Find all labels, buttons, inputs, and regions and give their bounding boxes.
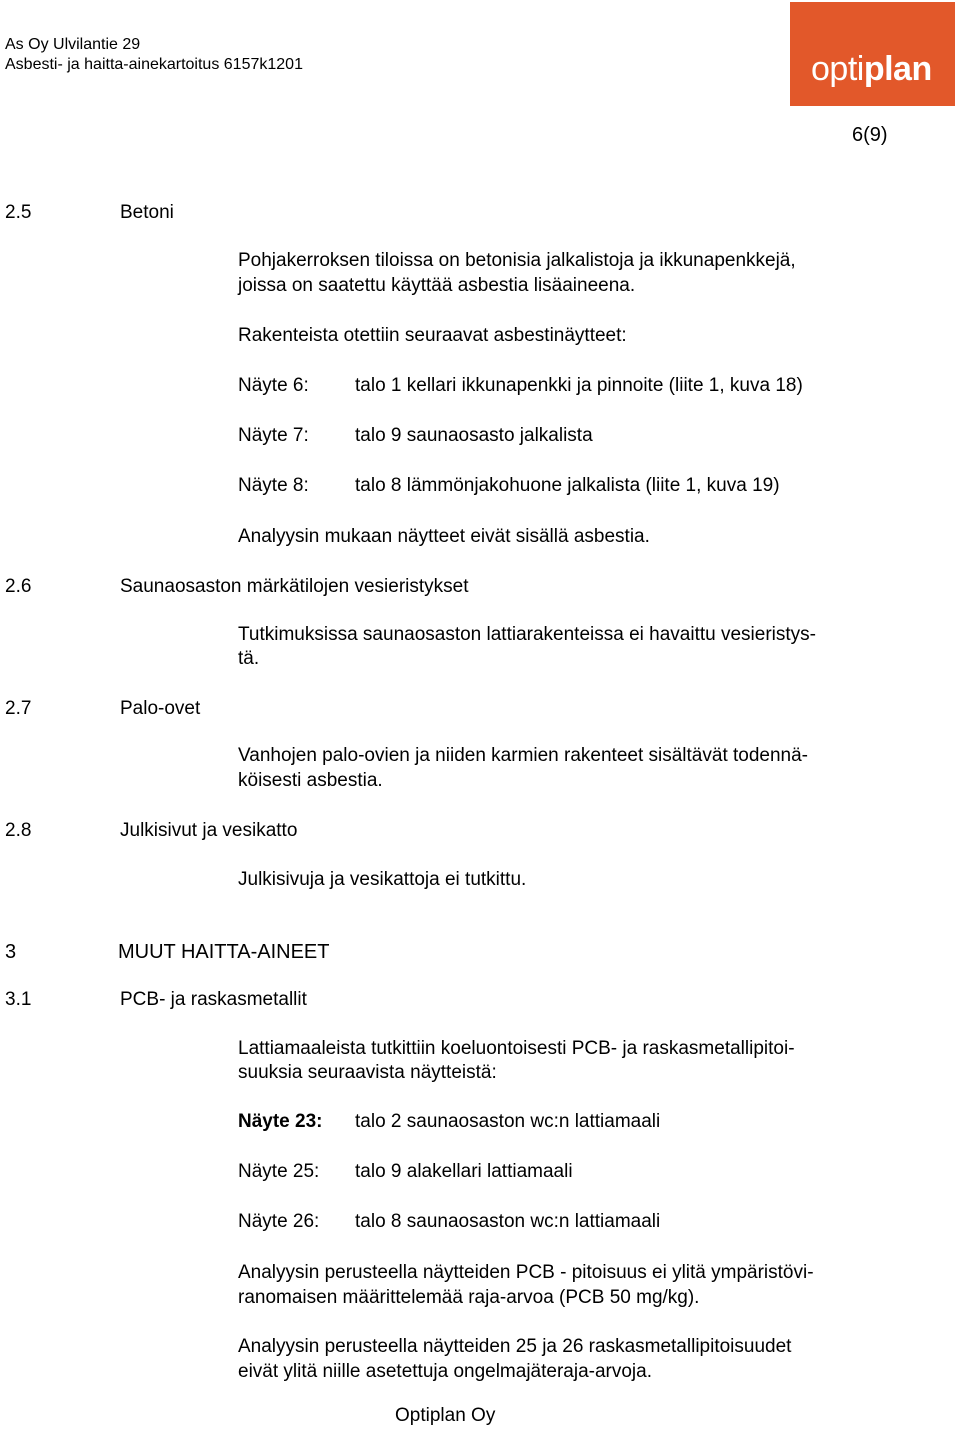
header-project-name: As Oy Ulvilantie 29 bbox=[5, 36, 141, 53]
section-2-5-number: 2.5 bbox=[5, 202, 32, 223]
logo-text-bold: plan bbox=[863, 50, 932, 88]
section-3-number: 3 bbox=[5, 941, 17, 963]
section-2-7-text-line2: köisesti asbestia. bbox=[238, 770, 383, 791]
section-2-6-number: 2.6 bbox=[5, 576, 32, 597]
sample-6-desc: talo 1 kellari ikkunapenkki ja pinnoite (liite 1, kuva 18) bbox=[355, 375, 803, 396]
sample-6-label: Näyte 6: bbox=[238, 375, 309, 396]
sample-26-desc: talo 8 saunaosaston wc:n lattiamaali bbox=[355, 1211, 661, 1232]
sample-26-label: Näyte 26: bbox=[238, 1211, 320, 1232]
page-number: 6(9) bbox=[852, 124, 888, 146]
sample-25-label: Näyte 25: bbox=[238, 1161, 320, 1182]
sample-8-desc: talo 8 lämmönjakohuone jalkalista (liite 1, kuva 19) bbox=[355, 475, 780, 496]
section-2-6-text-line1: Tutkimuksissa saunaosaston lattiarakenteissa ei havaittu vesieristys- bbox=[238, 624, 816, 645]
section-3-1-number: 3.1 bbox=[5, 989, 32, 1010]
sample-7-desc: talo 9 saunaosasto jalkalista bbox=[355, 425, 593, 446]
section-2-5-title: Betoni bbox=[120, 202, 174, 223]
section-3-1-intro-line2: suuksia seuraavista näytteistä: bbox=[238, 1062, 497, 1083]
section-2-6-text-line2: tä. bbox=[238, 648, 260, 669]
footer-company: Optiplan Oy bbox=[395, 1405, 496, 1426]
section-2-7-text-line1: Vanhojen palo-ovien ja niiden karmien rakenteet sisältävät todennä- bbox=[238, 745, 809, 766]
sample-8-label: Näyte 8: bbox=[238, 475, 309, 496]
logo-text-light: opti bbox=[811, 50, 864, 88]
section-3-1-title: PCB- ja raskasmetallit bbox=[120, 989, 307, 1010]
header-report-title: Asbesti- ja haitta-ainekartoitus 6157k1201 bbox=[5, 56, 303, 73]
section-2-8-text: Julkisivuja ja vesikattoja ei tutkittu. bbox=[238, 869, 527, 890]
optiplan-logo-text bbox=[811, 50, 932, 89]
section-3-1-intro-line1: Lattiamaaleista tutkittiin koeluontoisesti PCB- ja raskasmetallipitoi- bbox=[238, 1038, 795, 1059]
section-2-6-title: Saunaosaston märkätilojen vesieristykset bbox=[120, 576, 469, 597]
section-2-7-title: Palo-ovet bbox=[120, 698, 201, 719]
sample-7-label: Näyte 7: bbox=[238, 425, 309, 446]
section-3-1-result2-line2: eivät ylitä niille asetettuja ongelmajäteraja-arvoja. bbox=[238, 1361, 653, 1382]
section-3-title: MUUT HAITTA-AINEET bbox=[118, 941, 330, 963]
sample-23-desc: talo 2 saunaosaston wc:n lattiamaali bbox=[355, 1111, 661, 1132]
sample-23-label: Näyte 23: bbox=[238, 1111, 323, 1132]
section-2-5-para-line1: Pohjakerroksen tiloissa on betonisia jalkalistoja ja ikkunapenkkejä, bbox=[238, 250, 796, 271]
section-2-5-intro: Rakenteista otettiin seuraavat asbestinäytteet: bbox=[238, 325, 627, 346]
section-2-5-result: Analyysin mukaan näytteet eivät sisällä asbestia. bbox=[238, 526, 650, 547]
section-3-1-result2-line1: Analyysin perusteella näytteiden 25 ja 26 raskasmetallipitoisuudet bbox=[238, 1336, 792, 1357]
section-2-8-number: 2.8 bbox=[5, 820, 32, 841]
section-2-7-number: 2.7 bbox=[5, 698, 32, 719]
section-3-1-result1-line1: Analyysin perusteella näytteiden PCB - pitoisuus ei ylitä ympäristövi- bbox=[238, 1262, 814, 1283]
section-2-5-para-line2: joissa on saatettu käyttää asbestia lisäaineena. bbox=[238, 275, 636, 296]
sample-25-desc: talo 9 alakellari lattiamaali bbox=[355, 1161, 573, 1182]
section-2-8-title: Julkisivut ja vesikatto bbox=[120, 820, 298, 841]
section-3-1-result1-line2: ranomaisen määrittelemää raja-arvoa (PCB 50 mg/kg). bbox=[238, 1287, 700, 1308]
